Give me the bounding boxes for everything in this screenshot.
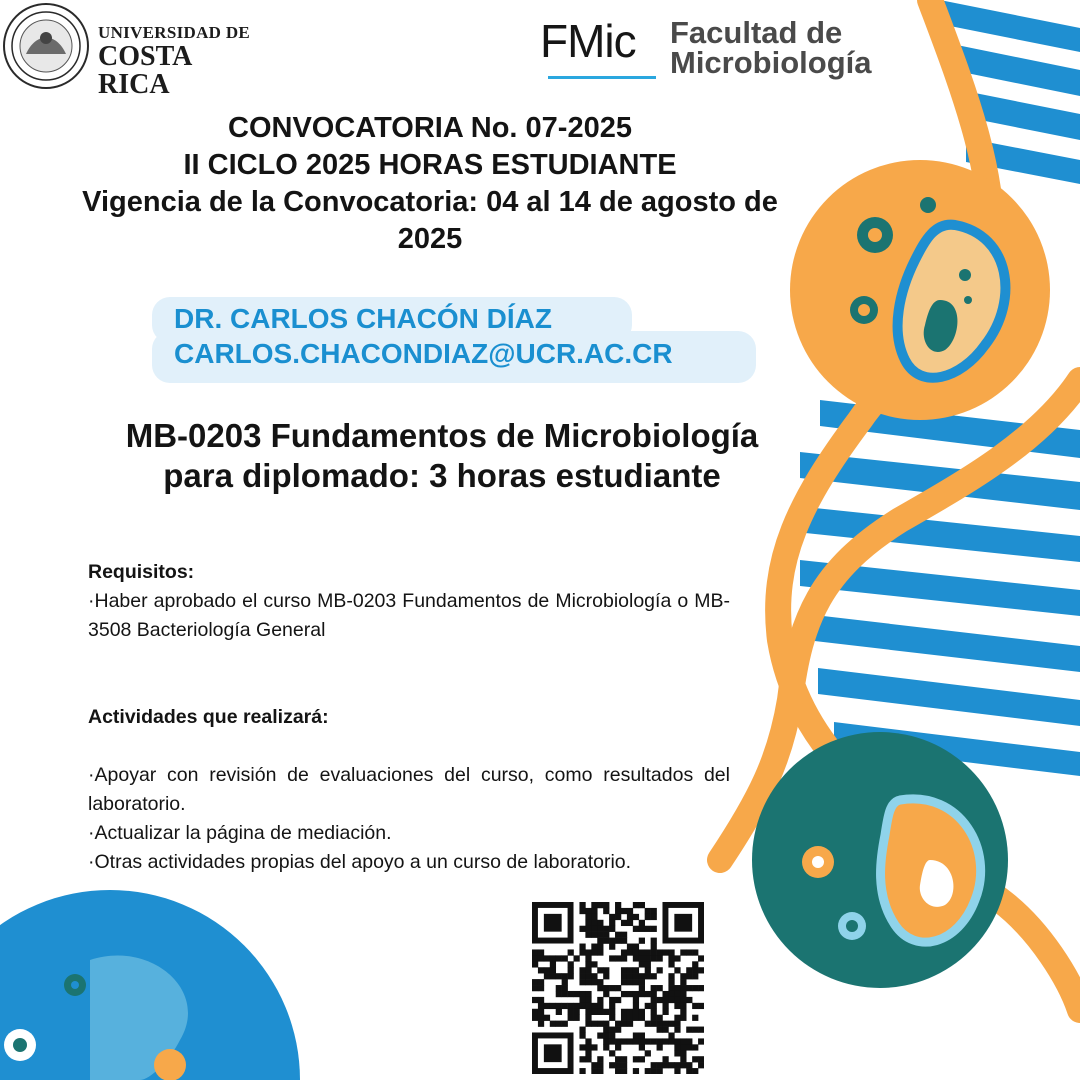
- fmic-underline: [548, 76, 656, 79]
- spacer: [88, 732, 730, 761]
- contact-box: [152, 297, 756, 383]
- fmic-name-line-1: Facultad de: [670, 15, 843, 50]
- activity-item-3: ·Otras actividades propias del apoyo a un curso de laboratorio.: [88, 851, 632, 873]
- spacer: [88, 645, 730, 703]
- requirement-item: ·Haber aprobado el curso MB-0203 Fundamentos de Microbiología o MB-3508 Bacteriología General: [88, 590, 730, 641]
- ucr-line-2: COSTA RICA: [98, 41, 191, 100]
- activity-item-2: ·Actualizar la página de mediación.: [88, 822, 392, 844]
- orange-microbe-cell: [790, 160, 1050, 420]
- ucr-logo: [2, 2, 252, 100]
- ucr-wordmark: [98, 24, 252, 99]
- course-title: MB-0203 Fundamentos de Microbiología para diplomado: 3 horas estudiante: [125, 417, 759, 494]
- details-section: [88, 558, 730, 877]
- blue-microbe-cell: [0, 890, 300, 1080]
- contact-email[interactable]: CARLOS.CHACONDIAZ@UCR.AC.CR: [174, 338, 673, 369]
- requirements-label: Requisitos:: [88, 561, 195, 583]
- heading-line-3: Vigencia de la Convocatoria: 04 al 14 de agosto de: [82, 186, 778, 218]
- heading-line-1: CONVOCATORIA No. 07-2025: [228, 112, 632, 144]
- heading-line-2: II CICLO 2025 HORAS ESTUDIANTE: [183, 149, 677, 181]
- heading-line-4: 2025: [397, 223, 463, 255]
- activity-item-1: ·Apoyar con revisión de evaluaciones del curso, como resultados del laboratorio.: [88, 764, 730, 815]
- activities-label: Actividades que realizará:: [88, 706, 329, 728]
- fmic-name-line-2: Microbiología: [670, 45, 872, 81]
- fmic-faculty-name: [670, 15, 872, 81]
- teal-microbe-cell: [752, 732, 1008, 988]
- fmic-abbreviation: FMic: [540, 15, 636, 67]
- call-heading: [40, 110, 820, 258]
- ucr-line-1: UNIVERSIDAD DE: [98, 23, 251, 42]
- qr-code-icon[interactable]: [532, 902, 704, 1074]
- ucr-seal-icon: [2, 2, 90, 90]
- contact-name: DR. CARLOS CHACÓN DÍAZ: [174, 303, 552, 334]
- fmic-logo: [538, 10, 898, 90]
